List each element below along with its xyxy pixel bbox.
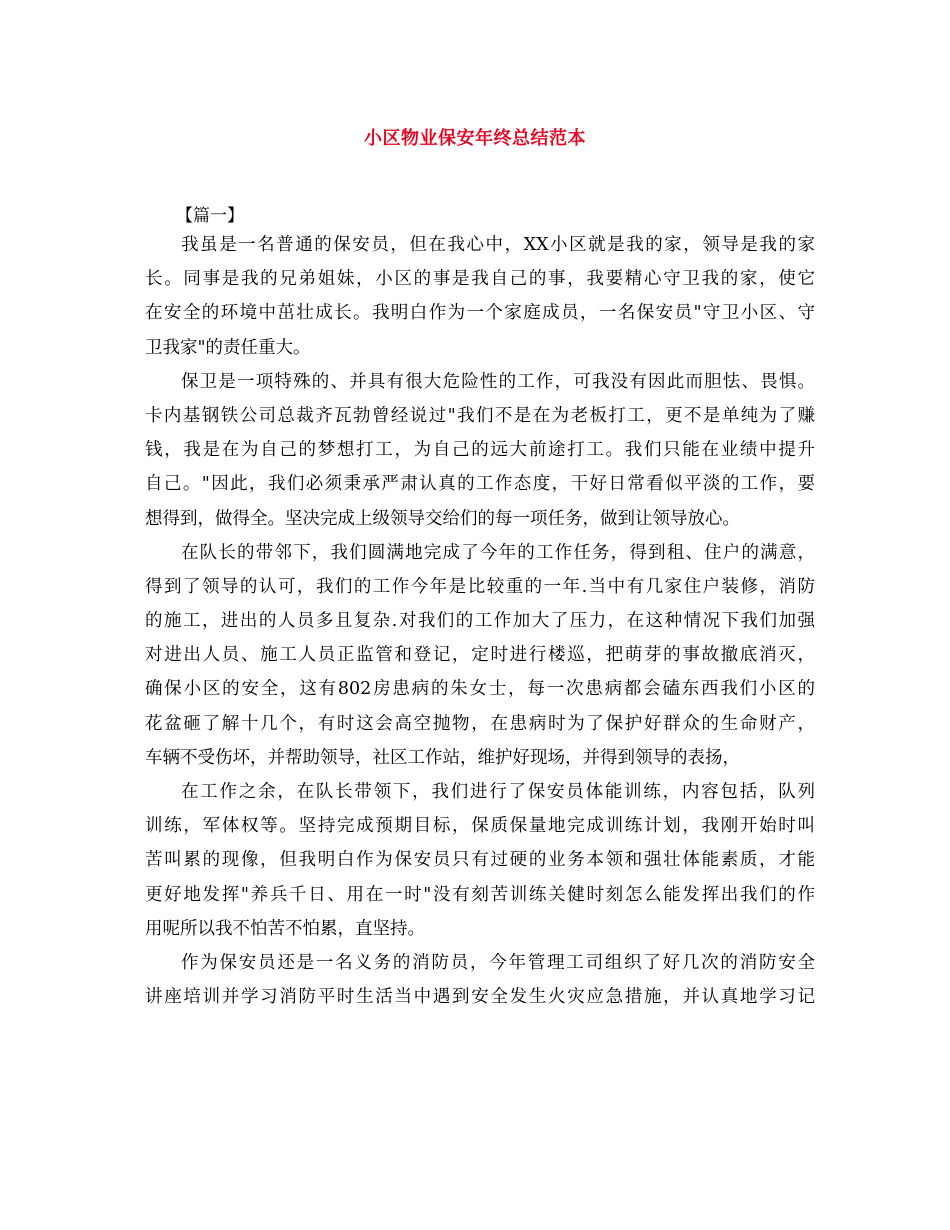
text-line: 讲座培训并学习消防平时生活当中遇到安全发生火灾应急措施，并认真地学习记 — [145, 987, 815, 1008]
text-line: 训练，军体权等。坚持完成预期目标，保质保量地完成训练计划，我刚开始时叫 — [145, 816, 815, 837]
text-line: 长。同事是我的兄弟姐妹，小区的事是我自己的事，我要精心守卫我的家，使它 — [145, 269, 815, 290]
text-line: 卫我家"的责任重大。 — [145, 337, 311, 358]
text-line: 钱，我是在为自己的梦想打工，为自己的远大前途打工。我们只能在业绩中提升 — [145, 440, 815, 461]
text-line: 苦叫累的现像，但我明白作为保安员只有过硬的业务本领和强壮体能素质，才能 — [145, 850, 815, 871]
document-body — [145, 228, 815, 1014]
text-line: 卡内基钢铁公司总裁齐瓦勃曾经说过"我们不是在为老板打工，更不是单纯为了赚 — [145, 405, 815, 426]
text-line: 我虽是一名普通的保安员，但在我心中，XX小区就是我的家，领导是我的家 — [181, 235, 815, 255]
document-title: 小区物业保安年终总结范本 — [364, 128, 586, 149]
text-line: 花盆砸了解十几个，有时这会高空抛物，在患病时为了保护好群众的生命财产， — [145, 713, 815, 734]
section-label: 【篇一】 — [176, 206, 244, 226]
text-line: 用呢所以我不怕苦不怕累，直坚持。 — [145, 918, 425, 939]
text-line: 在安全的环境中茁壮成长。我明白作为一个家庭成员，一名保安员"守卫小区、守 — [145, 303, 815, 324]
text-line: 的施工，进出的人员多且复杂.对我们的工作加大了压力，在这种情况下我们加强 — [145, 611, 815, 632]
text-line: 保卫是一项特殊的、并具有很大危险性的工作，可我没有因此而胆怯、畏惧。 — [181, 371, 815, 392]
text-line: 作为保安员还是一名义务的消防员，今年管理工司组织了好几次的消防安全 — [181, 952, 815, 973]
text-line: 在工作之余，在队长带领下，我们进行了保安员体能训练，内容包括，队列 — [181, 782, 815, 802]
text-line: 车辆不受伤坏，并帮助领导，社区工作站，维护好现场，并得到领导的表扬， — [145, 747, 740, 768]
text-line: 在队长的带邻下，我们圆满地完成了今年的工作任务，得到租、住户的满意， — [181, 542, 815, 563]
text-line: 确保小区的安全，这有802房患病的朱女士，每一次患病都会磕东西我们小区的 — [145, 679, 815, 700]
text-line: 想得到，做得全。坚决完成上级领导交给们的每一项任务，做到让领导放心。 — [145, 508, 740, 529]
text-line: 得到了领导的认可，我们的工作今年是比较重的一年.当中有几家住户装修，消防 — [145, 576, 815, 597]
text-line: 自己。"因此，我们必须秉承严肃认真的工作态度，干好日常看似平淡的工作，要 — [145, 474, 815, 495]
text-line: 更好地发挥"养兵千日、用在一时"没有刻苦训练关健时刻怎么能发挥出我们的作 — [145, 884, 815, 905]
text-line: 对进出人员、施工人员正监管和登记，定时进行楼巡，把萌芽的事故撤底消灭， — [145, 645, 815, 666]
